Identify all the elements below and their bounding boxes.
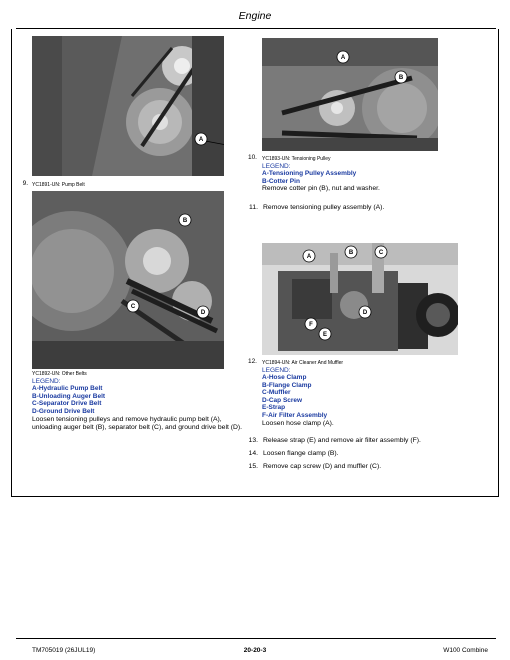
other-belts-photo — [32, 191, 224, 369]
legend-item: B-Flange Clamp — [262, 381, 312, 389]
left-legend — [32, 378, 232, 415]
other-belts-caption: YC1892-UN: Other Belts — [32, 371, 87, 377]
callout-A-1: A — [198, 137, 204, 144]
step-13 — [242, 437, 421, 445]
tensioning-pulley-photo — [262, 38, 438, 151]
legend-item: D-Ground Drive Belt — [32, 407, 95, 415]
step-11-text: Remove tensioning pulley assembly (A). — [263, 204, 385, 211]
legend-item: B-Unloading Auger Belt — [32, 392, 106, 400]
step-14 — [242, 450, 339, 458]
callout-C-2: C — [130, 304, 136, 311]
step-11-number: 11. — [249, 204, 258, 211]
left-body-text: Loosen tensioning pulleys and remove hydraulic pump belt (A), unloading auger belt (B), separator belt (C), and ground drive belt (D). — [32, 416, 243, 432]
step-12-text: Loosen hose clamp (A). — [262, 419, 334, 427]
callout-F-4: F — [309, 322, 313, 329]
legend-item: E-Strap — [262, 404, 286, 412]
step-9-number: 9. — [22, 180, 28, 187]
legend-10 — [262, 163, 482, 193]
footer-page-number: 20-20-3 — [243, 647, 267, 654]
legend-12 — [262, 367, 482, 428]
step-10-text: Remove cotter pin (B), nut and washer. — [262, 185, 380, 193]
callout-C-4: C — [378, 250, 384, 257]
left-legend-title: LEGEND: — [32, 378, 61, 385]
step-14-text: Loosen flange clamp (B). — [263, 450, 339, 457]
legend-item: A-Hydraulic Pump Belt — [32, 385, 103, 392]
air-cleaner-caption: YC1894-UN: Air Cleaner And Muffler — [262, 360, 344, 366]
legend-item: A-Hose Clamp — [262, 374, 307, 381]
callout-A-3: A — [340, 55, 346, 62]
callout-D-2: D — [200, 310, 206, 317]
step-15 — [242, 463, 381, 471]
step-10-number: 10. — [247, 154, 257, 161]
footer-product: W100 Combine — [443, 647, 488, 654]
page-header: Engine — [238, 10, 272, 22]
step-15-text: Remove cap screw (D) and muffler (C). — [263, 463, 382, 470]
legend-10-title: LEGEND: — [262, 163, 291, 170]
callout-B-3: B — [398, 75, 404, 82]
air-cleaner-photo — [262, 243, 458, 355]
callout-D-4: D — [362, 310, 368, 317]
pump-belt-photo — [32, 36, 224, 176]
legend-item: C-Separator Drive Belt — [32, 400, 102, 408]
step-14-number: 14. — [248, 450, 258, 457]
legend-12-title: LEGEND: — [262, 367, 291, 374]
step-13-text: Release strap (E) and remove air filter assembly (F). — [263, 437, 421, 444]
pump-belt-caption: YC1891-UN: Pump Belt — [32, 182, 85, 188]
footer-doc-id: TM705019 (26JUL19) — [32, 647, 96, 654]
callout-A-4: A — [306, 254, 312, 261]
step-13-number: 13. — [248, 437, 258, 444]
legend-item: F-Air Filter Assembly — [262, 411, 328, 419]
callout-E-4: E — [322, 332, 328, 339]
callout-B-2: B — [182, 218, 188, 225]
step-15-number: 15. — [248, 463, 258, 470]
legend-item: C-Muffler — [262, 389, 291, 397]
tensioning-pulley-caption: YC1893-UN: Tensioning Pulley — [262, 156, 331, 162]
step-11 — [242, 204, 384, 212]
footer-rule — [16, 638, 496, 639]
legend-item: A-Tensioning Pulley Assembly — [262, 170, 357, 177]
callout-B-4: B — [348, 250, 354, 257]
step-12-number: 12. — [247, 358, 257, 365]
legend-item: D-Cap Screw — [262, 396, 303, 404]
legend-item: B-Cotter Pin — [262, 177, 300, 185]
